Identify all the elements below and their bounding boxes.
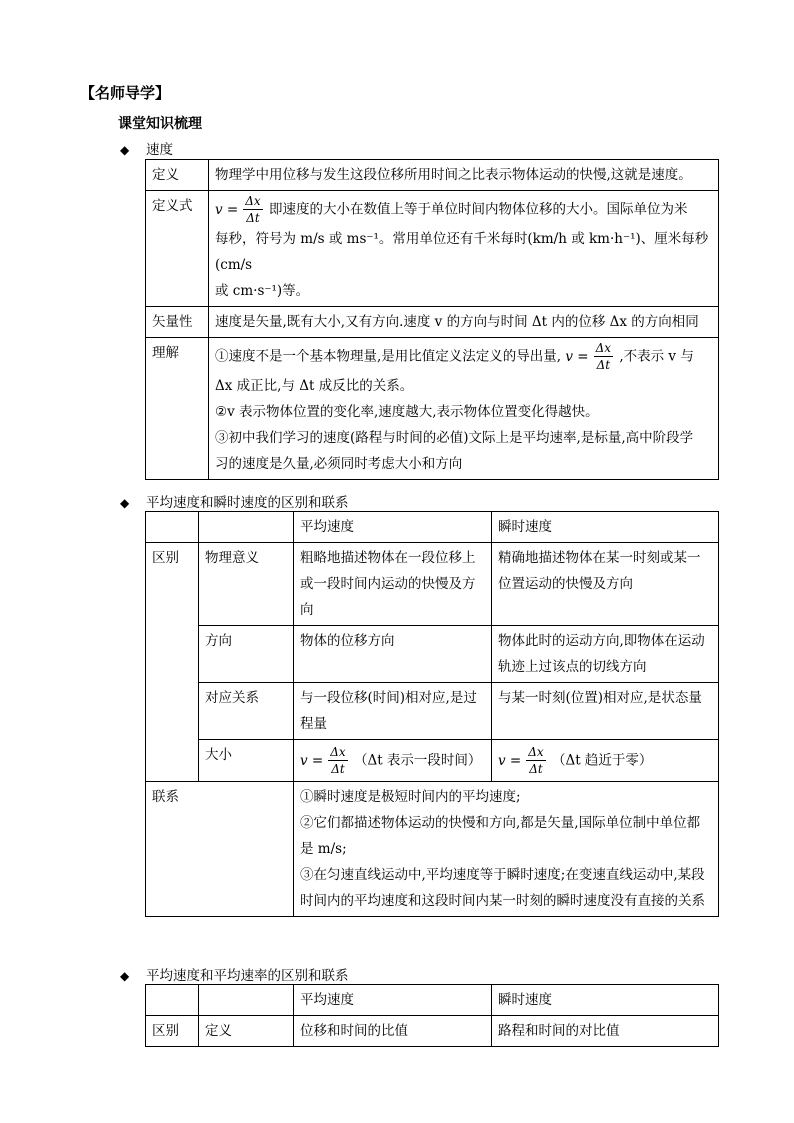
avg-velocity-vs-speed-table [145, 984, 719, 1047]
row-label: 定义 [146, 160, 209, 191]
inst-cell: v = $\frac{\Delta x}{\Delta t}$ （Δt 趋近于零） [492, 740, 719, 782]
row-label: 定义 [199, 1016, 294, 1047]
inst-cell: 物体此时的运动方向,即物体在运动轨迹上过该点的切线方向 [492, 626, 719, 683]
table-header-row [146, 985, 719, 1016]
vector-text: 速度是矢量,既有大小,又有方向.速度 v 的方向与时间 Δt 内的位移 Δx 的方向相同 [209, 307, 719, 338]
section-avg-speed-title [120, 964, 349, 984]
row-label: 物理意义 [199, 543, 294, 626]
velocity-formula: v = $\frac{\Delta x}{\Delta t}$ [565, 341, 612, 372]
inst-cell: 精确地描述物体在某一时刻或某一位置运动的快慢及方向 [492, 543, 719, 626]
section-label: 平均速度和瞬时速度的区别和联系 [146, 495, 349, 511]
definition-text: 物理学中用位移与发生这段位移所用时间之比表示物体运动的快慢,这就是速度。 [209, 160, 719, 191]
section-label: 平均速度和平均速率的区别和联系 [146, 968, 349, 984]
table-header-row [146, 512, 719, 543]
avg-vs-instant-table [145, 511, 719, 917]
section-velocity-title [120, 138, 173, 158]
section-avg-inst-title [120, 491, 349, 511]
avg-cell: v = $\frac{\Delta x}{\Delta t}$ （Δt 表示一段时间） [294, 740, 492, 782]
avg-cell: 与一段位移(时间)相对应,是过程量 [294, 683, 492, 740]
section-label: 速度 [146, 142, 173, 158]
avg-cell: 粗略地描述物体在一段位移上或一段时间内运动的快慢及方向 [294, 543, 492, 626]
table-row [146, 191, 719, 307]
avg-cell: 位移和时间的比值 [294, 1016, 492, 1047]
table-row [146, 782, 719, 917]
table-row [146, 160, 719, 191]
column-header: 瞬时速度 [492, 512, 719, 543]
avg-cell: 物体的位移方向 [294, 626, 492, 683]
table-row [146, 307, 719, 338]
row-label: 对应关系 [199, 683, 294, 740]
inst-cell: 与某一时刻(位置)相对应,是状态量 [492, 683, 719, 740]
column-header: 平均速度 [294, 985, 492, 1016]
table-row [146, 626, 719, 683]
diamond-bullet-icon: ◆ [120, 143, 130, 157]
velocity-formula: v = $\frac{\Delta x}{\Delta t}$ [300, 745, 346, 776]
row-label: 理解 [146, 338, 209, 480]
table-row [146, 740, 719, 782]
table-row [146, 338, 719, 480]
row-group-label: 区别 [146, 543, 199, 782]
understanding-cell: ①速度不是一个基本物理量,是用比值定义法定义的导出量, v = $\frac{\Delta x}{\Delta t}$ ,不表示 v 与 Δx 成正比,与 Δt 成反比的关系。 ②v 表示物体位置的变化率,速度越大,表示物体位置变化得越快。 ③初中我们学习的速度(路程与时间的必值)文际上是平均速率,是标量,高中阶段学 习的速度是久量,必须同时考虑大小和方向 [209, 338, 719, 480]
row-label: 方向 [199, 626, 294, 683]
table-row [146, 1016, 719, 1047]
inst-cell: 路程和时间的对比值 [492, 1016, 719, 1047]
formula-cell: v = $\frac{\Delta x}{\Delta t}$ 即速度的大小在数值上等于单位时间内物体位移的大小。国际单位为米 每秒，符号为 m/s 或 ms⁻¹。常用单位还有千米每时(km/h 或 km·h⁻¹)、厘米每秒(cm/s 或 cm·s⁻¹)等。 [209, 191, 719, 307]
row-group-label: 区别 [146, 1016, 199, 1047]
link-cell: ①瞬时速度是极短时间内的平均速度; ②它们都描述物体运动的快慢和方向,都是矢量,国际单位制中单位都是 m/s; ③在匀速直线运动中,平均速度等于瞬时速度;在变速直线运动中,某段时间内的平均速度和这段时间内某一时刻的瞬时速度没有直接的关系 [294, 782, 719, 917]
diamond-bullet-icon: ◆ [120, 969, 130, 983]
diamond-bullet-icon: ◆ [120, 496, 130, 510]
row-label: 定义式 [146, 191, 209, 307]
row-label: 矢量性 [146, 307, 209, 338]
section-heading: 课堂知识梳理 [118, 116, 202, 132]
table-row [146, 543, 719, 626]
velocity-table [145, 159, 719, 480]
row-group-label: 联系 [146, 782, 294, 917]
table-row [146, 683, 719, 740]
velocity-formula: v = $\frac{\Delta x}{\Delta t}$ [215, 194, 261, 225]
page-title: 【名师导学】 [80, 84, 171, 102]
velocity-formula: v = $\frac{\Delta x}{\Delta t}$ [498, 745, 544, 776]
column-header: 瞬时速度 [492, 985, 719, 1016]
column-header: 平均速度 [294, 512, 492, 543]
row-label: 大小 [199, 740, 294, 782]
